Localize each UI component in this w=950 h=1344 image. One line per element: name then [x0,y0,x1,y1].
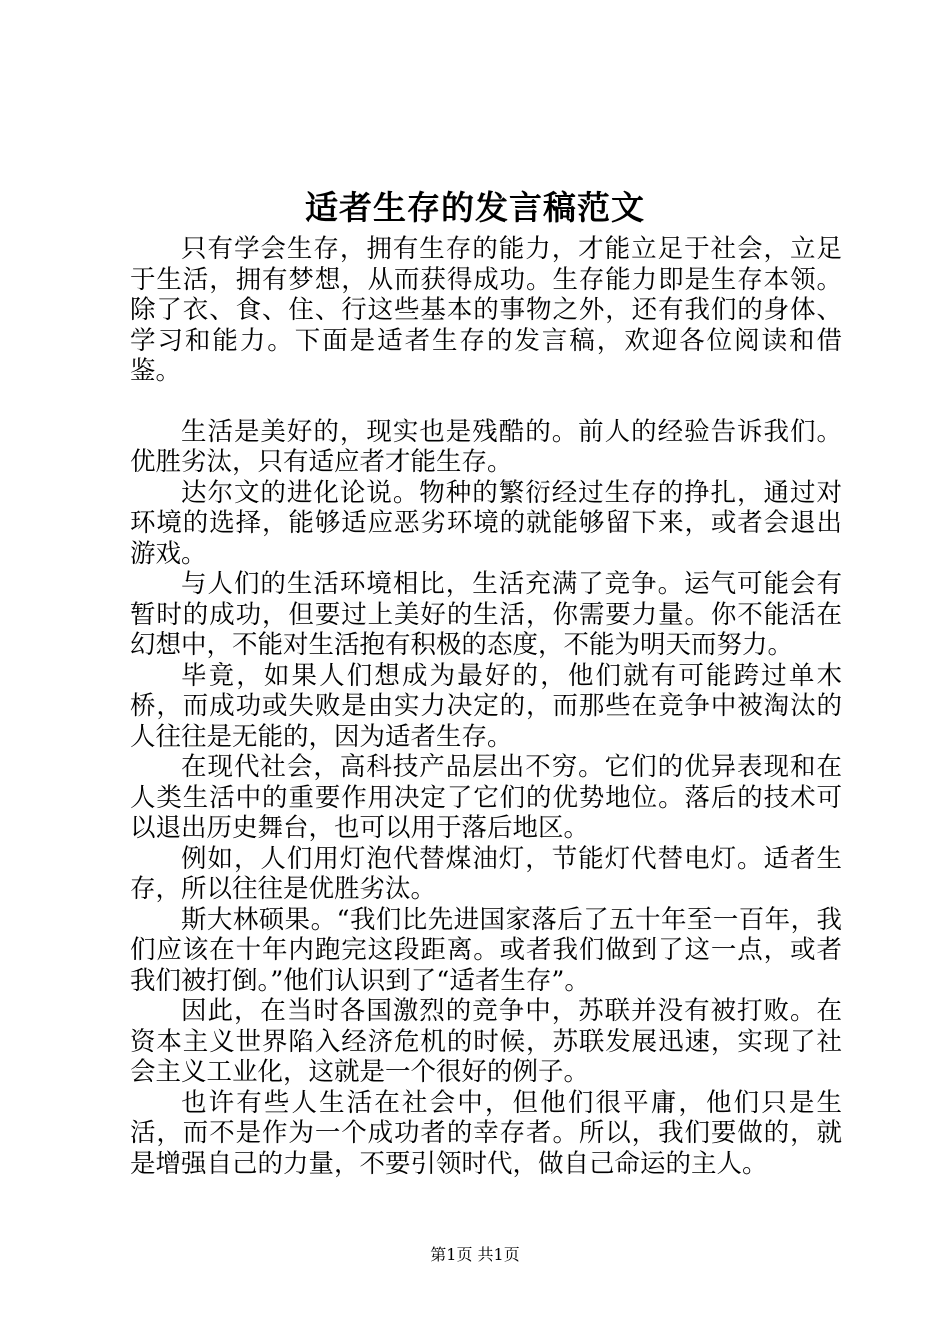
document-body [130,234,842,1179]
body-paragraph: 生活是美好的，现实也是残酷的。前人的经验告诉我们。优胜劣汰，只有适应者才能生存。 [130,416,842,477]
body-paragraph: 达尔文的进化论说。物种的繁衍经过生存的挣扎，通过对环境的选择，能够适应恶劣环境的就能够留下来，或者会退出游戏。 [130,477,842,569]
body-paragraph: 因此，在当时各国激烈的竞争中，苏联并没有被打败。在资本主义世界陷入经济危机的时候，苏联发展迅速，实现了社会主义工业化，这就是一个很好的例子。 [130,996,842,1087]
body-paragraph: 与人们的生活环境相比，生活充满了竞争。运气可能会有暂时的成功，但要过上美好的生活，你需要力量。你不能活在幻想中，不能对生活抱有积极的态度，不能为明天而努力。 [130,569,842,660]
intro-paragraph: 只有学会生存，拥有生存的能力，才能立足于社会，立足于生活，拥有梦想，从而获得成功。生存能力即是生存本领。除了衣、食、住、行这些基本的事物之外，还有我们的身体、学习和能力。下面是适者生存的发言稿，欢迎各位阅读和借鉴。 [130,234,842,386]
body-paragraph: 例如，人们用灯泡代替煤油灯，节能灯代替电灯。适者生存，所以往往是优胜劣汰。 [130,843,842,904]
body-paragraph: 在现代社会，高科技产品层出不穷。它们的优异表现和在人类生活中的重要作用决定了它们的优势地位。落后的技术可以退出历史舞台，也可以用于落后地区。 [130,752,842,843]
body-paragraph: 也许有些人生活在社会中，但他们很平庸，他们只是生活，而不是作为一个成功者的幸存者。所以，我们要做的，就是增强自己的力量，不要引领时代，做自己命运的主人。 [130,1087,842,1179]
body-paragraph: 斯大林硕果。“我们比先进国家落后了五十年至一百年，我们应该在十年内跑完这段距离。或者我们做到了这一点，或者我们被打倒。”他们认识到了“适者生存”。 [130,904,842,996]
body-paragraph: 毕竟，如果人们想成为最好的，他们就有可能跨过单木桥，而成功或失败是由实力决定的，而那些在竞争中被淘汰的人往往是无能的，因为适者生存。 [130,660,842,752]
page-number-footer: 第1页 共1页 [430,1245,520,1264]
document-title: 适者生存的发言稿范文 [305,188,645,227]
